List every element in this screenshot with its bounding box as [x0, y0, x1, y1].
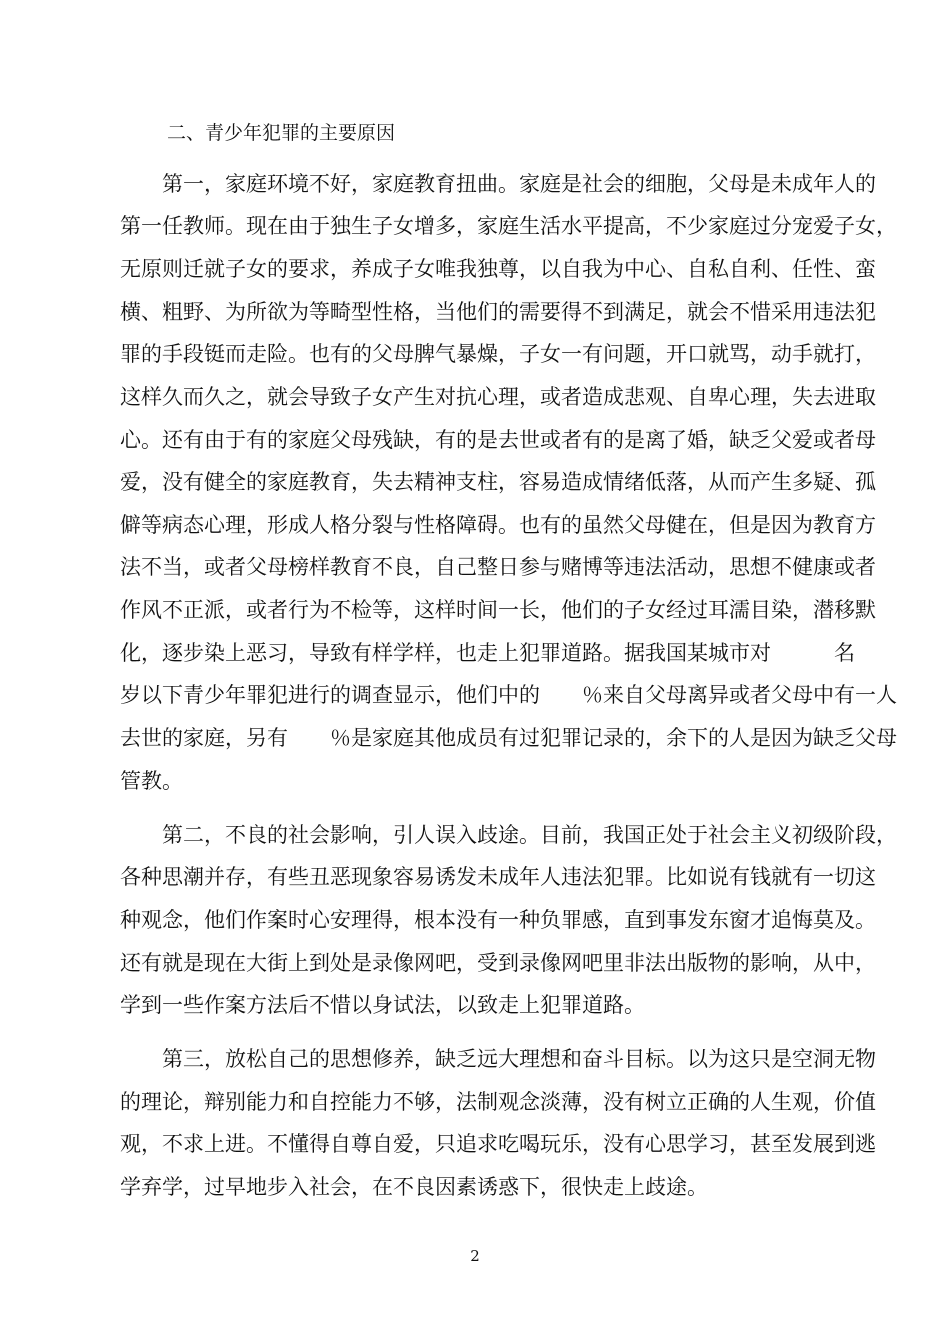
paragraph-line: 化，逐步染上恶习，导致有样学样，也走上犯罪道路。据我国某城市对 名 [120, 641, 855, 665]
paragraph-line: 各种思潮并存，有些丑恶现象容易诱发未成年人违法犯罪。比如说有钱就有一切这 [120, 865, 876, 889]
paragraph-line: 第一任教师。现在由于独生子女增多，家庭生活水平提高，不少家庭过分宠爱子女， [120, 214, 897, 238]
paragraph-line: 管教。 [120, 769, 183, 793]
paragraph-line: 这样久而久之，就会导致子女产生对抗心理，或者造成悲观、自卑心理，失去进取 [120, 385, 876, 409]
paragraph-line: 学到一些作案方法后不惜以身试法，以致走上犯罪道路。 [120, 993, 645, 1017]
paragraph-line: 第一，家庭环境不好，家庭教育扭曲。家庭是社会的细胞，父母是未成年人的 [162, 172, 876, 196]
paragraph-line: 的理论，辩别能力和自控能力不够，法制观念淡薄，没有树立正确的人生观，价值 [120, 1090, 876, 1114]
paragraph-line: 作风不正派，或者行为不检等，这样时间一长，他们的子女经过耳濡目染，潜移默 [120, 598, 876, 622]
paragraph-line: 法不当，或者父母榜样教育不良，自己整日参与赌博等违法活动，思想不健康或者 [120, 555, 876, 579]
paragraph-line: 第二，不良的社会影响，引人误入歧途。目前，我国正处于社会主义初级阶段， [162, 823, 897, 847]
paragraph-line: 罪的手段铤而走险。也有的父母脾气暴燥，子女一有问题，开口就骂，动手就打， [120, 342, 876, 366]
paragraph-line: 岁以下青少年罪犯进行的调查显示，他们中的 ％来自父母离异或者父母中有一人 [120, 683, 897, 707]
paragraph-line: 无原则迁就子女的要求，养成子女唯我独尊，以自我为中心、自私自利、任性、蛮 [120, 257, 876, 281]
paragraph-line: 学弃学，过早地步入社会，在不良因素诱惑下，很快走上歧途。 [120, 1175, 708, 1199]
paragraph-line: 还有就是现在大街上到处是录像网吧，受到录像网吧里非法出版物的影响，从中， [120, 951, 876, 975]
paragraph-line: 种观念，他们作案时心安理得，根本没有一种负罪感，直到事发东窗才追悔莫及。 [120, 908, 876, 932]
paragraph-line: 心。还有由于有的家庭父母残缺，有的是去世或者有的是离了婚，缺乏父爱或者母 [120, 428, 876, 452]
paragraph-line: 第三，放松自己的思想修养，缺乏远大理想和奋斗目标。以为这只是空洞无物 [162, 1047, 876, 1071]
paragraph-line: 横、粗野、为所欲为等畸型性格，当他们的需要得不到满足，就会不惜采用违法犯 [120, 300, 876, 324]
paragraph-line: 观，不求上进。不懂得自尊自爱，只追求吃喝玩乐，没有心思学习，甚至发展到逃 [120, 1132, 876, 1156]
paragraph-line: 爱，没有健全的家庭教育，失去精神支柱，容易造成情绪低落，从而产生多疑、孤 [120, 470, 876, 494]
section-heading: 二、青少年犯罪的主要原因 [167, 122, 396, 144]
page-number: 2 [470, 1247, 480, 1265]
paragraph-line: 僻等病态心理，形成人格分裂与性格障碍。也有的虽然父母健在，但是因为教育方 [120, 513, 876, 537]
paragraph-line: 去世的家庭，另有 ％是家庭其他成员有过犯罪记录的，余下的人是因为缺乏父母 [120, 726, 897, 750]
